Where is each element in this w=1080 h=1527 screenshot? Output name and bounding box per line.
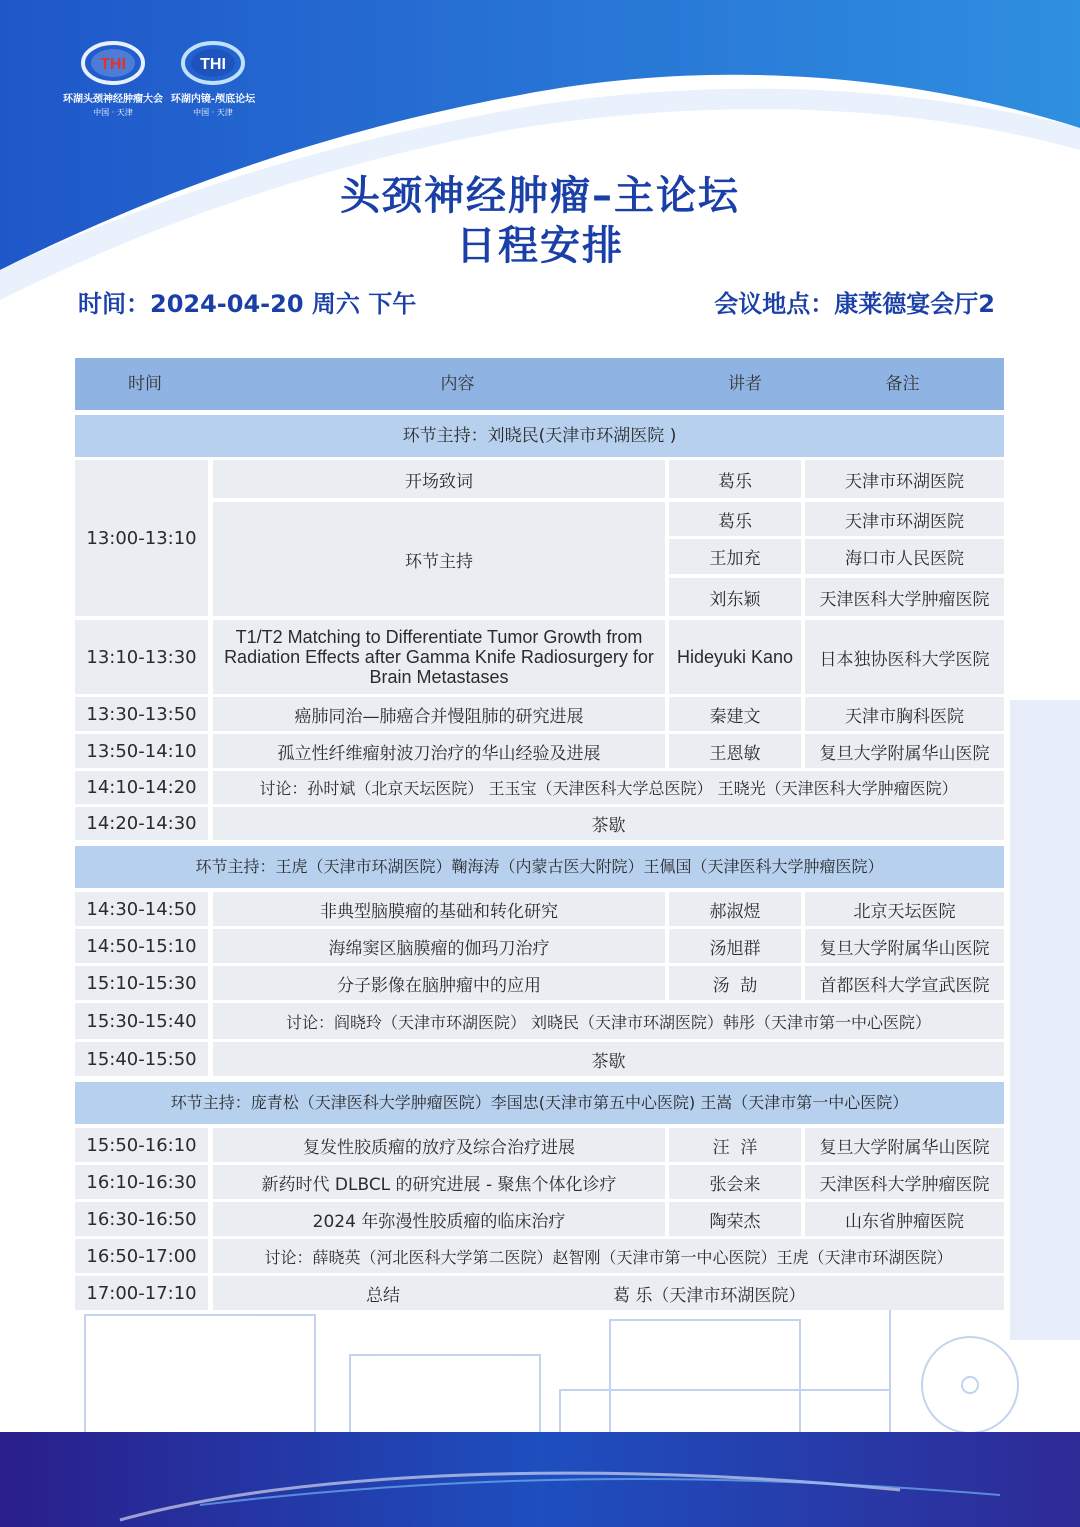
speaker-cell: 葛乐	[669, 502, 801, 536]
time-cell: 14:30-14:50	[75, 892, 208, 926]
event-time: 时间：2024-04-20 周六 下午	[78, 290, 417, 318]
time-cell: 15:10-15:30	[75, 966, 208, 1000]
note-cell: 日本独协医科大学医院	[805, 620, 1004, 694]
logo-thi-endoscopy	[158, 38, 268, 118]
speaker-cell: 郝淑煜	[669, 892, 801, 926]
time-cell: 16:50-17:00	[75, 1239, 208, 1273]
break-text: 茶歇	[213, 807, 1004, 840]
page-title: 头颈神经肿瘤–主论坛	[340, 173, 740, 219]
time-cell: 13:10-13:30	[75, 620, 208, 694]
header-content: 内容	[440, 374, 475, 394]
closing-row	[75, 1276, 1004, 1310]
closing-content: 总结	[213, 1276, 553, 1310]
speaker-cell: 王加充	[669, 539, 801, 574]
time-cell: 17:00-17:10	[75, 1276, 208, 1310]
discussion-row	[75, 771, 1004, 804]
discussion-text: 讨论：阎晓玲（天津市环湖医院） 刘晓民（天津市环湖医院）韩彤（天津市第一中心医院）	[213, 1003, 1004, 1039]
note-cell: 天津医科大学肿瘤医院	[805, 578, 1004, 616]
discussion-row	[75, 1239, 1004, 1273]
header-note: 备注	[885, 374, 920, 394]
schedule-row	[75, 620, 1004, 694]
content-cell: T1/T2 Matching to Differentiate Tumor Growth from Radiation Effects after Gamma Knife Radiosurgery for Brain Metastases	[213, 620, 665, 694]
schedule-row	[75, 734, 1004, 768]
header-speaker: 讲者	[728, 374, 762, 394]
schedule-row	[75, 1165, 1004, 1199]
break-text: 茶歇	[213, 1042, 1004, 1076]
break-row	[75, 1042, 1004, 1076]
content-cell: 新药时代 DLBCL 的研究进展 - 聚焦个体化诊疗	[213, 1165, 665, 1199]
time-cell: 15:40-15:50	[75, 1042, 208, 1076]
discussion-text: 讨论：孙时斌（北京天坛医院） 王玉宝（天津医科大学总医院） 王晓光（天津医科大学肿瘤医院）	[213, 771, 1004, 804]
host-row: 环节主持：刘晓民(天津市环湖医院 )	[75, 415, 1004, 457]
note-cell: 天津市胸科医院	[805, 697, 1004, 731]
logo-name: 环湖头颈神经肿瘤大会	[63, 94, 163, 105]
note-cell: 天津市环湖医院	[805, 460, 1004, 498]
time-cell: 13:50-14:10	[75, 734, 208, 768]
content-cell: 复发性胶质瘤的放疗及综合治疗进展	[213, 1128, 665, 1162]
speaker-cell: 葛乐	[669, 460, 801, 498]
time-cell: 16:30-16:50	[75, 1202, 208, 1236]
speaker-cell: 汤 劼	[669, 966, 801, 1000]
time-cell: 15:50-16:10	[75, 1128, 208, 1162]
speaker-cell: Hideyuki Kano	[669, 620, 801, 694]
svg-text:THI: THI	[200, 56, 226, 73]
content-cell: 海绵窦区脑膜瘤的伽玛刀治疗	[213, 929, 665, 963]
note-cell: 复旦大学附属华山医院	[805, 929, 1004, 963]
host-row: 环节主持：王虎（天津市环湖医院）鞠海涛（内蒙古医大附院）王佩国（天津医科大学肿瘤医院）	[75, 846, 1004, 888]
speaker-cell: 秦建文	[669, 697, 801, 731]
logo-city: 中国 · 天津	[193, 108, 233, 117]
schedule-row	[75, 1128, 1004, 1162]
speaker-cell: 汤旭群	[669, 929, 801, 963]
speaker-cell: 刘东颖	[669, 578, 801, 616]
note-cell: 天津医科大学肿瘤医院	[805, 1165, 1004, 1199]
time-cell: 16:10-16:30	[75, 1165, 208, 1199]
time-cell: 13:00-13:10	[75, 460, 208, 616]
time-cell: 14:10-14:20	[75, 771, 208, 804]
note-cell: 北京天坛医院	[805, 892, 1004, 926]
table-header	[75, 358, 1004, 410]
logo-city: 中国 · 天津	[93, 108, 133, 117]
time-cell: 14:20-14:30	[75, 807, 208, 840]
discussion-row	[75, 1003, 1004, 1039]
note-cell: 复旦大学附属华山医院	[805, 1128, 1004, 1162]
schedule-block-opening	[75, 460, 1004, 616]
speaker-cell: 张会来	[669, 1165, 801, 1199]
time-cell: 13:30-13:50	[75, 697, 208, 731]
note-cell: 首都医科大学宣武医院	[805, 966, 1004, 1000]
logo-thi-neuro-oncology	[58, 38, 168, 118]
content-cell: 非典型脑膜瘤的基础和转化研究	[213, 892, 665, 926]
logo-name: 环湖内镜-颅底论坛	[170, 94, 256, 105]
note-cell: 山东省肿瘤医院	[805, 1202, 1004, 1236]
content-cell: 2024 年弥漫性胶质瘤的临床治疗	[213, 1202, 665, 1236]
schedule-row	[75, 697, 1004, 731]
host-row: 环节主持：庞青松（天津医科大学肿瘤医院）李国忠(天津市第五中心医院) 王嵩（天津市第一中心医院）	[75, 1082, 1004, 1124]
break-row	[75, 807, 1004, 840]
content-cell: 分子影像在脑肿瘤中的应用	[213, 966, 665, 1000]
speaker-cell: 陶荣杰	[669, 1202, 801, 1236]
speaker-cell: 汪 洋	[669, 1128, 801, 1162]
event-venue: 会议地点：康莱德宴会厅2	[714, 290, 995, 318]
note-cell: 海口市人民医院	[805, 539, 1004, 574]
time-cell: 14:50-15:10	[75, 929, 208, 963]
content-cell: 癌肺同治—肺癌合并慢阻肺的研究进展	[213, 697, 665, 731]
time-cell: 15:30-15:40	[75, 1003, 208, 1039]
discussion-text: 讨论：薛晓英（河北医科大学第二医院）赵智刚（天津市第一中心医院）王虎（天津市环湖医院）	[213, 1239, 1004, 1273]
schedule-row	[75, 892, 1004, 926]
note-cell: 复旦大学附属华山医院	[805, 734, 1004, 768]
content-cell: 环节主持	[213, 502, 665, 616]
svg-text:THI: THI	[100, 56, 126, 73]
page-subtitle: 日程安排	[456, 223, 624, 269]
schedule-row	[75, 966, 1004, 1000]
content-cell: 孤立性纤维瘤射波刀治疗的华山经验及进展	[213, 734, 665, 768]
closing-speaker: 葛 乐（天津市环湖医院）	[553, 1276, 1004, 1310]
content-cell: 开场致词	[213, 460, 665, 498]
speaker-cell: 王恩敏	[669, 734, 801, 768]
note-cell: 天津市环湖医院	[805, 502, 1004, 536]
schedule-row	[75, 1202, 1004, 1236]
header-time: 时间	[128, 374, 162, 394]
schedule-row	[75, 929, 1004, 963]
